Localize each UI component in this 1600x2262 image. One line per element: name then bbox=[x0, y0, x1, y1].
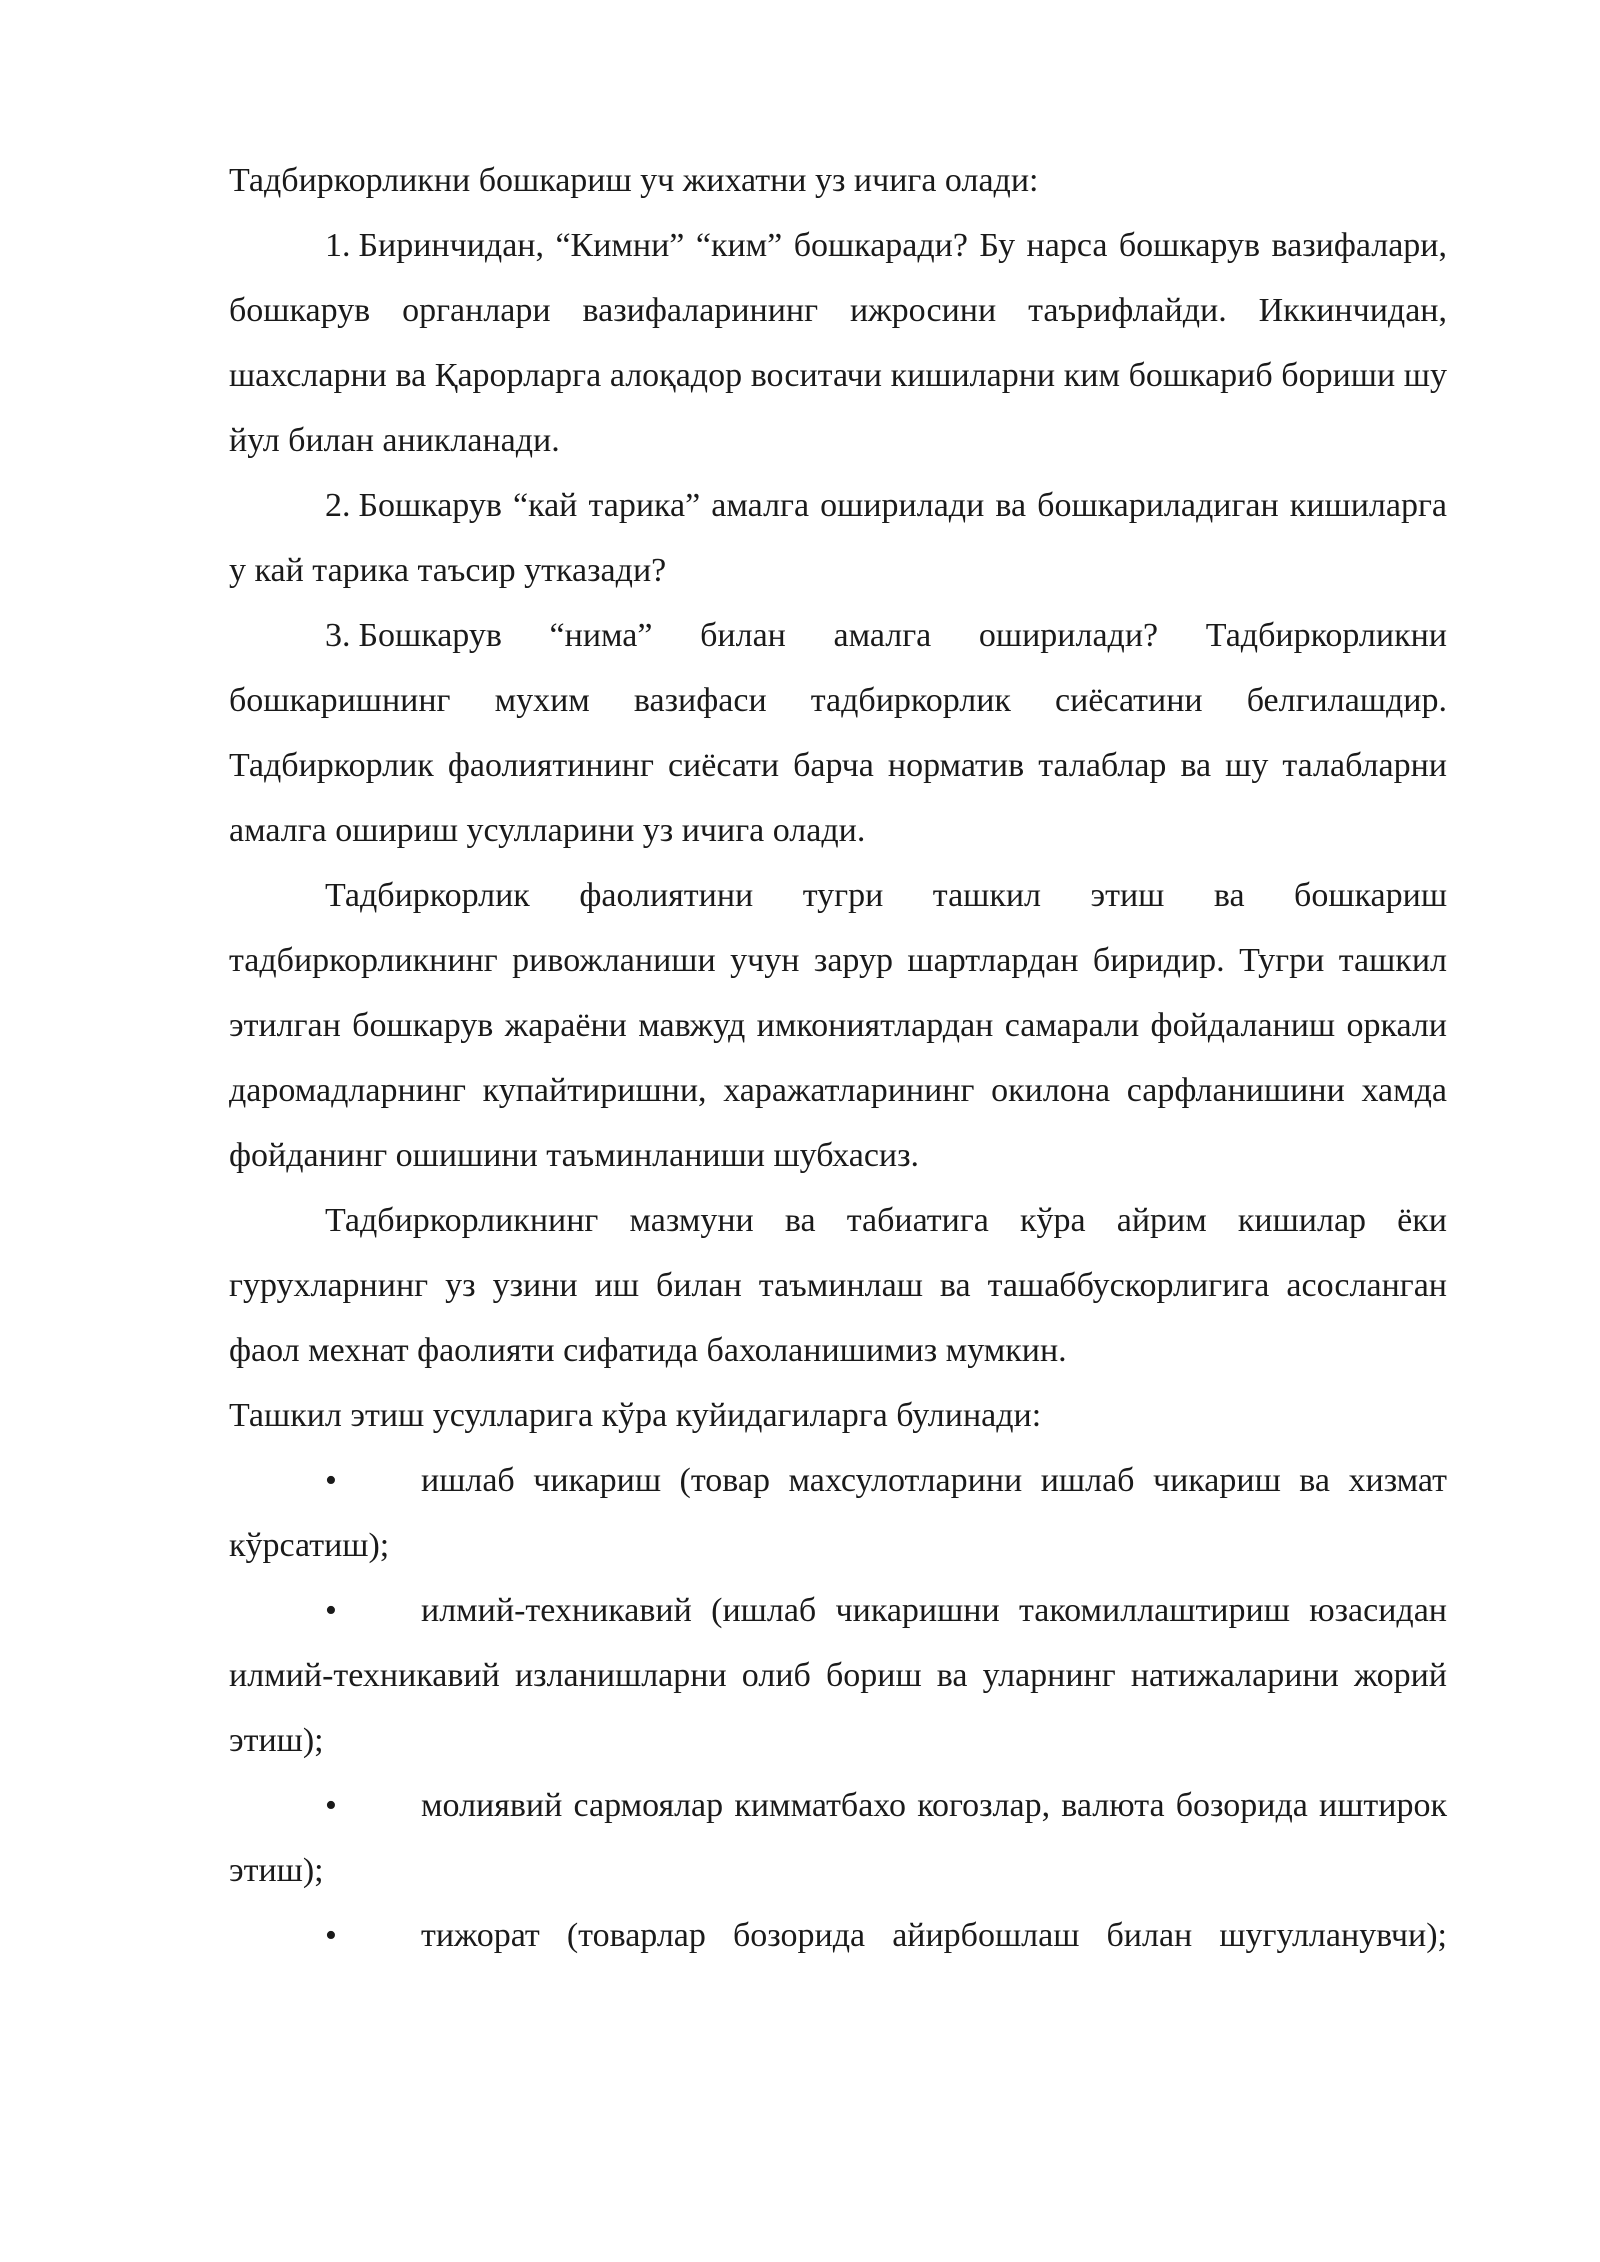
item-text: Биринчидан, “Кимни” “ким” бошкаради? Бу нарса бошкарув вазифалари, бошкарув органлари вазифаларининг ижросини таърифлайди. Иккинчидан, шахсларни ва Қарорларга алоқадор воситачи кишиларни ким бошкариб бориши шу йул билан аникланади. bbox=[229, 227, 1447, 459]
intro-paragraph: Тадбиркорликни бошкариш уч жихатни уз ичига олади: bbox=[229, 162, 1039, 199]
bullet-text: илмий-техникавий (ишлаб чикаришни такомиллаштириш юзасидан илмий-техникавий изланишларни олиб бориш ва уларнинг натижаларини жорий этиш); bbox=[229, 1592, 1447, 1759]
item-number: 2. bbox=[325, 487, 351, 524]
numbered-item-1 bbox=[229, 213, 1447, 473]
bullet-marker: • bbox=[325, 1462, 337, 1499]
numbered-item-2 bbox=[229, 473, 1447, 603]
bullet-text: тижорат (товарлар бозорида айирбошлаш билан шугулланувчи); bbox=[421, 1917, 1447, 1954]
body-paragraph-2: Тадбиркорликнинг мазмуни ва табиатига кўра айрим кишилар ёки гурухларнинг уз узини иш билан таъминлаш ва ташаббускорлигига асосланган фаол мехнат фаолияти сифатида бахоланишимиз мумкин. bbox=[229, 1202, 1447, 1369]
bullet-item-2 bbox=[229, 1578, 1447, 1773]
bullet-text: молиявий сармоялар кимматбахо когозлар, валюта бозорида иштирок этиш); bbox=[229, 1787, 1447, 1889]
bullet-item-3 bbox=[229, 1773, 1447, 1903]
bullet-marker: • bbox=[325, 1787, 337, 1824]
bullet-text: ишлаб чикариш (товар махсулотларини ишлаб чикариш ва хизмат кўрсатиш); bbox=[229, 1462, 1447, 1564]
document-body bbox=[229, 148, 1447, 1968]
item-text: Бошкарув “нима” билан амалга оширилади? Тадбиркорликни бошкаришнинг мухим вазифаси тадбиркорлик сиёсатини белгилашдир. Тадбиркорлик фаолиятининг сиёсати барча норматив талаблар ва шу талабларни амалга ошириш усулларини уз ичига олади. bbox=[229, 617, 1447, 849]
bullet-item-4 bbox=[229, 1903, 1447, 1968]
bullet-marker: • bbox=[325, 1592, 337, 1629]
body-paragraph-3: Ташкил этиш усулларига кўра куйидагиларга булинади: bbox=[229, 1397, 1042, 1434]
item-number: 3. bbox=[325, 617, 351, 654]
bullet-marker: • bbox=[325, 1917, 337, 1954]
numbered-item-3 bbox=[229, 603, 1447, 863]
bullet-item-1 bbox=[229, 1448, 1447, 1578]
item-text: Бошкарув “кай тарика” амалга оширилади ва бошкариладиган кишиларга у кай тарика таъсир утказади? bbox=[229, 487, 1447, 589]
item-number: 1. bbox=[325, 227, 351, 264]
body-paragraph-1: Тадбиркорлик фаолиятини тугри ташкил этиш ва бошкариш тадбиркорликнинг ривожланиши учун зарур шартлардан биридир. Тугри ташкил этилган бошкарув жараёни мавжуд имкониятлардан самарали фойдаланиш оркали даромадларнинг купайтиришни, харажатларининг окилона сарфланишини хамда фойданинг ошишини таъминланиши шубхасиз. bbox=[229, 877, 1447, 1174]
